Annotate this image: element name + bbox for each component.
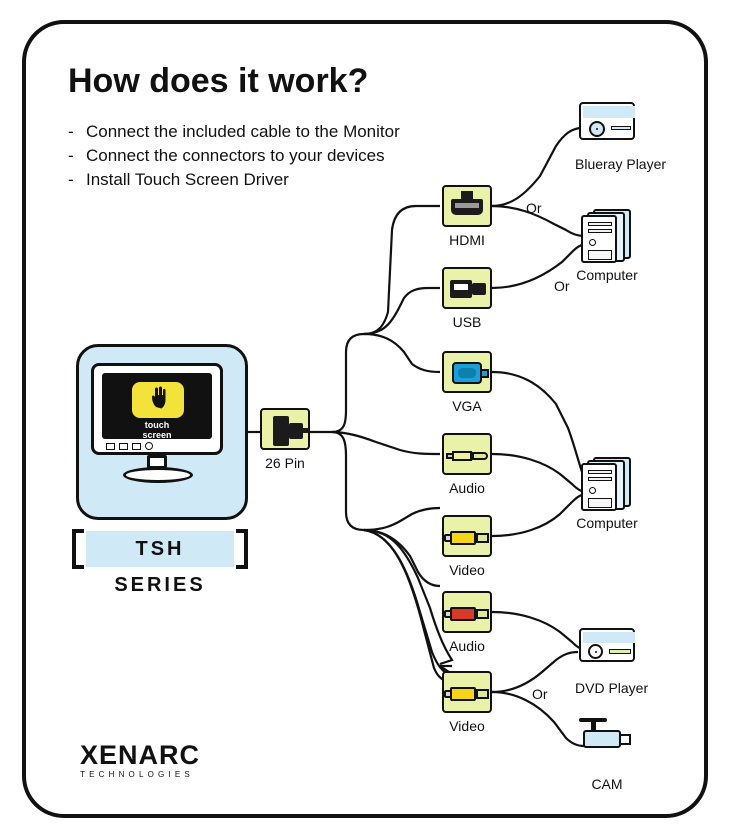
rca-yellow-icon (442, 515, 492, 557)
monitor-bezel (91, 363, 223, 455)
logo-subtitle: TECHNOLOGIES (80, 770, 194, 779)
instruction-list (68, 120, 488, 192)
dvd-slot (609, 649, 631, 654)
list-item (68, 120, 488, 144)
connector-26pin[interactable] (259, 408, 311, 471)
dvd-disc (588, 644, 603, 659)
right-bracket-icon (236, 529, 248, 569)
rca-tail (476, 533, 489, 543)
connector-label: HDMI (449, 232, 485, 248)
vga-connector-icon (442, 351, 492, 393)
device-label: CAM (591, 776, 623, 792)
monitor-power-icon (145, 442, 153, 450)
connector-usb[interactable] (441, 267, 493, 330)
blueray-chassis (579, 102, 635, 140)
connector-video-rca-1[interactable] (441, 515, 493, 578)
usb-tail (472, 283, 486, 295)
audio-jack-cable (472, 452, 488, 460)
audio-jack-icon (442, 433, 492, 475)
list-item-label: Connect the included cable to the Monitor (86, 122, 400, 141)
monitor-illustration (76, 344, 248, 520)
xenarc-logo (80, 741, 260, 779)
touch-badge-icon (132, 382, 184, 418)
touch-screen-label (111, 420, 203, 440)
monitor-button-icon (119, 443, 128, 450)
monitor-art (91, 363, 237, 473)
computer-power-button-icon (589, 487, 596, 494)
hand-pointer-icon (150, 385, 166, 409)
26pin-body (273, 416, 289, 446)
connector-vga[interactable] (441, 351, 493, 414)
connector-video-rca-2[interactable] (441, 671, 493, 734)
usb-head (450, 280, 472, 298)
bullet-dash-icon: - (68, 146, 74, 165)
list-item (68, 168, 488, 192)
connector-hdmi[interactable] (441, 185, 493, 248)
rca-tail (476, 689, 489, 699)
camera-body (583, 730, 621, 748)
computer-front-panel (581, 463, 617, 511)
dvd-top-panel (583, 632, 635, 643)
or-label-video: Or (532, 686, 548, 702)
device-label: Computer (576, 515, 638, 531)
device-label: DVD Player (575, 680, 649, 696)
rca-tail (476, 609, 489, 619)
device-blueray-player[interactable] (575, 96, 667, 172)
camera-lens (619, 734, 631, 745)
rca-red-icon (442, 591, 492, 633)
rca-body (450, 607, 476, 621)
device-dvd-player[interactable] (575, 620, 649, 696)
hdmi-connector-icon (442, 185, 492, 227)
blueray-slot (611, 126, 631, 130)
computer-drive-bay (588, 470, 612, 474)
blueray-player-icon (577, 96, 637, 152)
touch-label-line1: touch (144, 420, 170, 430)
device-computer-top[interactable] (575, 207, 639, 283)
rca-body (450, 531, 476, 545)
computer-tower-icon (577, 455, 637, 511)
or-label-hdmi: Or (526, 200, 542, 216)
computer-drive-bay (588, 229, 612, 233)
page-title: How does it work? (68, 62, 369, 100)
or-label-usb: Or (554, 278, 570, 294)
monitor-button-icon (106, 443, 115, 450)
usb-connector-icon (442, 267, 492, 309)
monitor-button-icon (132, 443, 141, 450)
computer-vent (588, 250, 612, 260)
connector-label: VGA (452, 398, 482, 414)
dvd-chassis (579, 628, 635, 662)
hdmi-head (451, 199, 483, 215)
device-computer-mid[interactable] (575, 455, 639, 531)
computer-drive-bay (588, 477, 612, 481)
26pin-tail (289, 423, 303, 439)
computer-power-button-icon (589, 239, 596, 246)
connector-label: Audio (449, 480, 485, 496)
vga-head (452, 362, 482, 384)
computer-vent (588, 498, 612, 508)
connector-label: Video (449, 562, 485, 578)
computer-tower-icon (577, 207, 637, 263)
bullet-dash-icon: - (68, 170, 74, 189)
connector-label: Video (449, 718, 485, 734)
computer-drive-bay (588, 222, 612, 226)
connector-label: Audio (449, 638, 485, 654)
blueray-top-panel (583, 106, 635, 118)
logo-name: XENARC (80, 740, 201, 770)
list-item (68, 144, 488, 168)
list-item-label: Connect the connectors to your devices (86, 146, 385, 165)
rca-body (450, 687, 476, 701)
computer-front-panel (581, 215, 617, 263)
left-bracket-icon (72, 529, 84, 569)
connector-label: 26 Pin (265, 455, 305, 471)
bullet-dash-icon: - (68, 122, 74, 141)
touch-label-line2: screen (142, 430, 172, 440)
series-tag-label: TSH SERIES (114, 538, 206, 596)
blueray-disc (589, 121, 605, 137)
device-label: Blueray Player (575, 156, 667, 172)
monitor-screen (102, 373, 212, 439)
security-camera-icon (577, 716, 637, 772)
connector-label: USB (452, 314, 482, 330)
device-label: Computer (576, 267, 638, 283)
dvd-player-icon (577, 620, 637, 676)
monitor-stand-base (123, 467, 193, 483)
26pin-connector-icon (260, 408, 310, 450)
series-tag (70, 531, 250, 596)
connector-audio-jack[interactable] (441, 433, 493, 496)
connector-audio-rca[interactable] (441, 591, 493, 654)
rca-yellow-icon (442, 671, 492, 713)
audio-jack-body (452, 451, 472, 461)
monitor-button-row (106, 442, 153, 450)
device-cam[interactable] (575, 716, 639, 792)
list-item-label: Install Touch Screen Driver (86, 170, 289, 189)
